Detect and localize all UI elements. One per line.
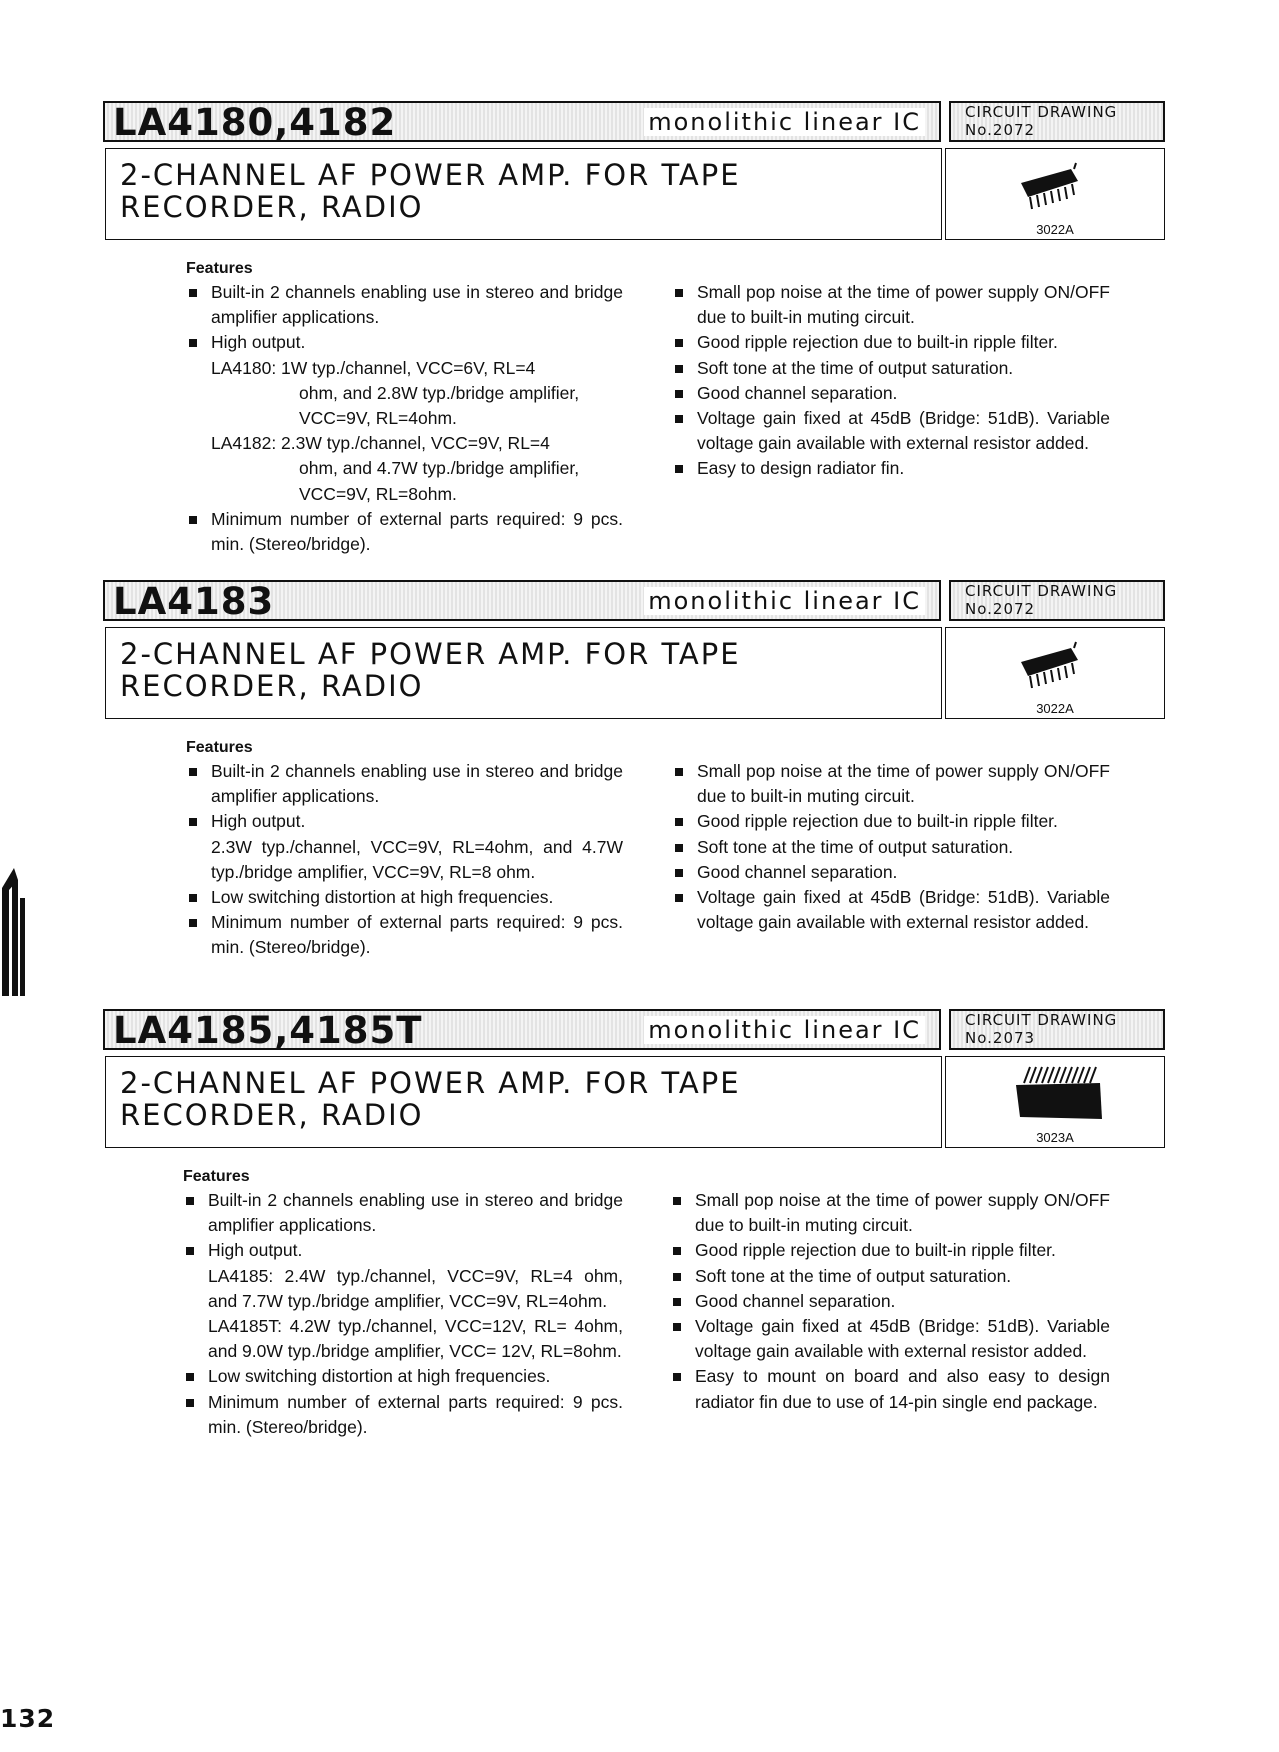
model-title: LA4185,4185T	[113, 1009, 423, 1052]
circuit-drawing-label: CIRCUIT DRAWING	[965, 1011, 1118, 1029]
ic-type-label: monolithic linear IC	[644, 108, 925, 136]
features-heading: Features	[186, 739, 253, 756]
header-bar	[103, 101, 941, 142]
feature-item: Voltage gain fixed at 45dB (Bridge: 51dB). Variable voltage gain available with external resistor added.	[670, 1314, 1110, 1364]
circuit-drawing-box	[949, 580, 1165, 621]
features-heading: Features	[186, 260, 253, 277]
header-bar	[103, 1009, 941, 1050]
page-number: 132	[0, 1704, 56, 1733]
product-title-box	[105, 1056, 942, 1148]
features-left-column	[183, 1188, 623, 1440]
feature-detail: 2.3W typ./channel, VCC=9V, RL=4ohm, and 4.7W typ./bridge amplifier, VCC=9V, RL=8 ohm.	[211, 836, 623, 882]
product-title: 2-CHANNEL AF POWER AMP. FOR TAPE RECORDER, RADIO	[120, 637, 741, 703]
feature-item: Soft tone at the time of output saturation.	[672, 835, 1110, 860]
package-box	[945, 1056, 1165, 1148]
features-right-column	[670, 1188, 1110, 1415]
feature-detail: LA4182: 2.3W typ./channel, VCC=9V, RL=4	[211, 433, 550, 454]
circuit-drawing-box	[949, 1009, 1165, 1050]
package-code: 3022A	[1036, 222, 1074, 237]
features-left-column: Built-in 2 channels enabling use in stereo and bridge amplifier applications. High output. LA4180: 1W typ./channel, VCC=6V, RL=4 ohm, and 2.8W typ./bridge amplifier, VCC=9V, RL=4ohm. LA4182: 2.3W typ./channel, VCC=9V, RL=4 ohm, and 4.7W typ./bridge amplifier, VCC=9V, RL=8ohm. Minimum number of external parts required: 9 pcs. min. (Stereo/bridge).	[186, 280, 623, 557]
feature-item: Built-in 2 channels enabling use in stereo and bridge amplifier applications.	[183, 1188, 623, 1238]
package-code: 3022A	[1036, 701, 1074, 716]
product-title-box	[105, 148, 942, 240]
header-bar	[103, 580, 941, 621]
model-title: LA4180,4182	[113, 101, 397, 144]
feature-detail: LA4185: 2.4W typ./channel, VCC=9V, RL=4 ohm, and 7.7W typ./bridge amplifier, VCC=9V, RL=4ohm.	[208, 1265, 623, 1311]
feature-item: Built-in 2 channels enabling use in stereo and bridge amplifier applications.	[186, 759, 623, 809]
circuit-drawing-number: No.2072	[965, 600, 1036, 618]
dip-package-icon	[1016, 640, 1096, 700]
feature-item: High output.	[186, 330, 623, 355]
ic-type-label: monolithic linear IC	[644, 1016, 925, 1044]
feature-item: Small pop noise at the time of power supply ON/OFF due to built-in muting circuit.	[672, 759, 1110, 809]
package-box	[945, 148, 1165, 240]
feature-item: Good channel separation.	[670, 1289, 1110, 1314]
product-title: 2-CHANNEL AF POWER AMP. FOR TAPE RECORDER, RADIO	[120, 1066, 741, 1132]
feature-item: Minimum number of external parts required: 9 pcs. min. (Stereo/bridge).	[186, 910, 623, 960]
feature-item: Soft tone at the time of output saturation.	[672, 356, 1110, 381]
feature-item: Low switching distortion at high frequencies.	[186, 885, 623, 910]
feature-item: Easy to mount on board and also easy to design radiator fin due to use of 14-pin single end package.	[670, 1364, 1110, 1414]
feature-detail: LA4180: 1W typ./channel, VCC=6V, RL=4	[211, 357, 536, 378]
feature-item: Good ripple rejection due to built-in ripple filter.	[672, 809, 1110, 834]
feature-item: Voltage gain fixed at 45dB (Bridge: 51dB). Variable voltage gain available with external resistor added.	[672, 406, 1110, 456]
sip-package-icon	[1006, 1065, 1116, 1127]
product-title-box	[105, 627, 942, 719]
circuit-drawing-label: CIRCUIT DRAWING	[965, 582, 1118, 600]
feature-item: High output.	[183, 1238, 623, 1263]
features-heading: Features	[183, 1168, 250, 1185]
feature-item: Good channel separation.	[672, 860, 1110, 885]
feature-item: Small pop noise at the time of power supply ON/OFF due to built-in muting circuit.	[670, 1188, 1110, 1238]
feature-item: Easy to design radiator fin.	[672, 456, 1110, 481]
feature-item: Minimum number of external parts required: 9 pcs. min. (Stereo/bridge).	[183, 1390, 623, 1440]
feature-detail: LA4185T: 4.2W typ./channel, VCC=12V, RL= 4ohm, and 9.0W typ./bridge amplifier, VCC= 12V, RL=8ohm.	[208, 1316, 623, 1362]
model-title: LA4183	[113, 580, 275, 623]
feature-item: Minimum number of external parts required: 9 pcs. min. (Stereo/bridge).	[186, 507, 623, 557]
feature-item: Soft tone at the time of output saturation.	[670, 1264, 1110, 1289]
features-right-column	[672, 280, 1110, 482]
dip-package-icon	[1016, 161, 1096, 221]
package-box	[945, 627, 1165, 719]
feature-item: Voltage gain fixed at 45dB (Bridge: 51dB). Variable voltage gain available with external resistor added.	[672, 885, 1110, 935]
package-code: 3023A	[1036, 1130, 1074, 1145]
ic-type-label: monolithic linear IC	[644, 587, 925, 615]
feature-item: Small pop noise at the time of power supply ON/OFF due to built-in muting circuit.	[672, 280, 1110, 330]
feature-item: Low switching distortion at high frequencies.	[183, 1364, 623, 1389]
features-right-column	[672, 759, 1110, 935]
circuit-drawing-label: CIRCUIT DRAWING	[965, 103, 1118, 121]
circuit-drawing-box	[949, 101, 1165, 142]
feature-item: Good channel separation.	[672, 381, 1110, 406]
feature-item: Good ripple rejection due to built-in ripple filter.	[672, 330, 1110, 355]
feature-item: Good ripple rejection due to built-in ripple filter.	[670, 1238, 1110, 1263]
circuit-drawing-number: No.2072	[965, 121, 1036, 139]
product-title: 2-CHANNEL AF POWER AMP. FOR TAPE RECORDER, RADIO	[120, 158, 741, 224]
circuit-drawing-number: No.2073	[965, 1029, 1036, 1047]
thumb-index-mark-icon	[0, 868, 28, 998]
feature-item: Built-in 2 channels enabling use in stereo and bridge amplifier applications.	[186, 280, 623, 330]
feature-item: High output.	[186, 809, 623, 834]
features-left-column	[186, 759, 623, 961]
